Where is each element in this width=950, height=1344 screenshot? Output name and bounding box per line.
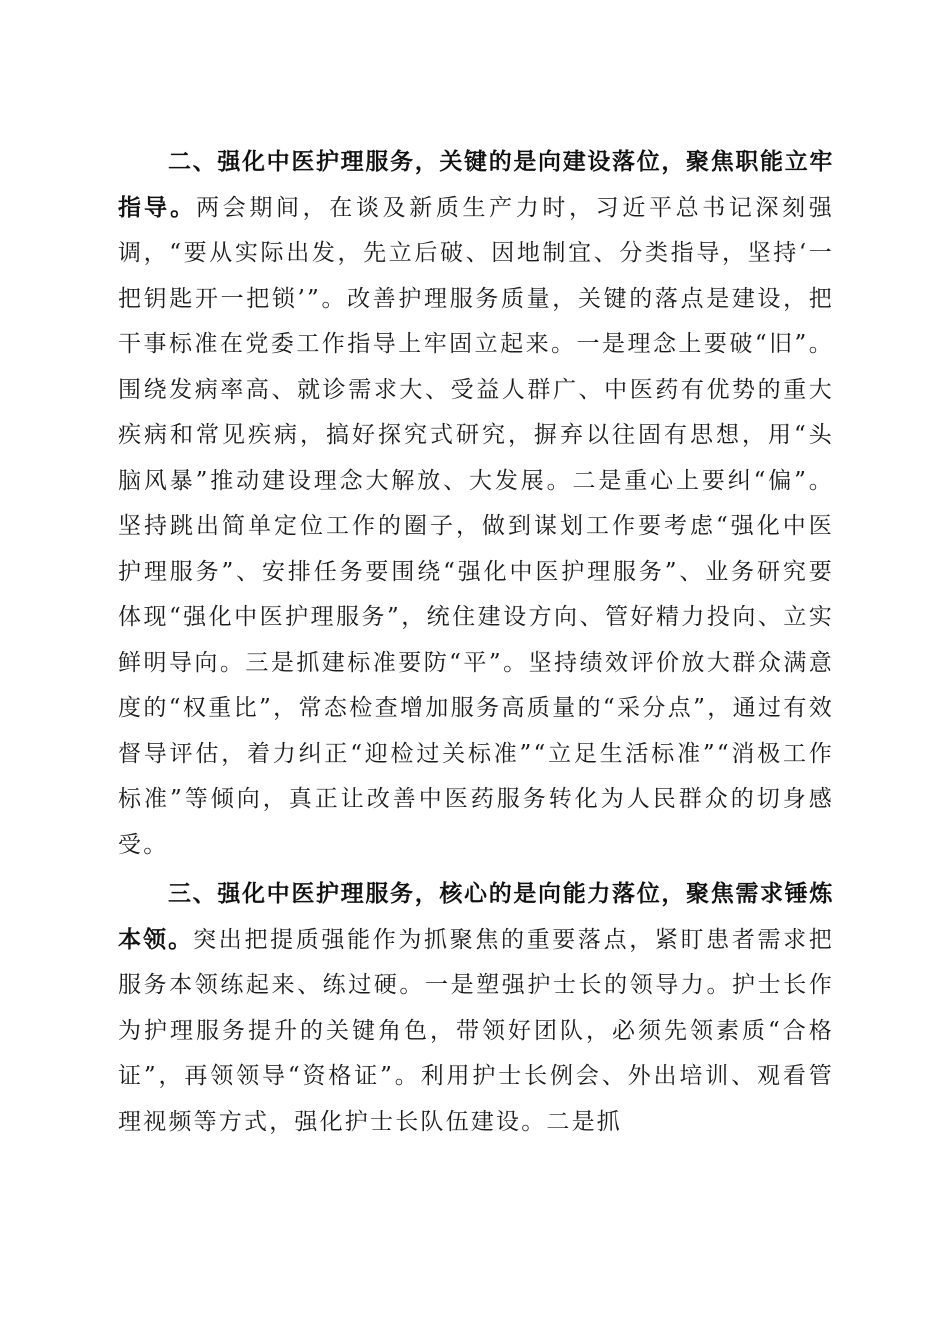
paragraph-section-3 xyxy=(118,872,834,1145)
document-body xyxy=(118,140,834,1145)
section-2-body: 两会期间，在谈及新质生产力时，习近平总书记深刻强调，“要从实际出发，先立后破、因地制宜、分类指导，坚持‘一把钥匙开一把锁’”。改善护理服务质量，关键的落点是建设，把干事标准在党委工作指导上牢固立起来。一是理念上要破“旧”。围绕发病率高、就诊需求大、受益人群广、中医药有优势的重大疾病和常见疾病，搞好探究式研究，摒弃以往固有思想，用“头脑风暴”推动建设理念大解放、大发展。二是重心上要纠“偏”。坚持跳出简单定位工作的圈子，做到谋划工作要考虑“强化中医护理服务”、安排任务要围绕“强化中医护理服务”、业务研究要体现“强化中医护理服务”，统住建设方向、管好精力投向、立实鲜明导向。三是抓建标准要防“平”。坚持绩效评价放大群众满意度的“权重比”，常态检查增加服务高质量的“采分点”，通过有效督导评估，着力纠正“迎检过关标准”“立足生活标准”“消极工作标准”等倾向，真正让改善中医药服务转化为人民群众的切身感受。 xyxy=(118,194,834,858)
section-3-body: 突出把提质强能作为抓聚焦的重要落点，紧盯患者需求把服务本领练起来、练过硬。一是塑强护士长的领导力。护士长作为护理服务提升的关键角色，带领好团队，必须先领素质“合格证”，再领领导“资格证”。利用护士长例会、外出培训、观看管理视频等方式，强化护士长队伍建设。二是抓 xyxy=(118,926,834,1135)
section-2-heading: 二、强化中医护理服务，关键的是向建设落位，聚焦职能立牢指导。 xyxy=(118,149,834,221)
section-3-heading: 三、强化中医护理服务，核心的是向能力落位，聚焦需求锤炼本领。 xyxy=(118,881,834,953)
paragraph-section-2 xyxy=(118,140,834,868)
